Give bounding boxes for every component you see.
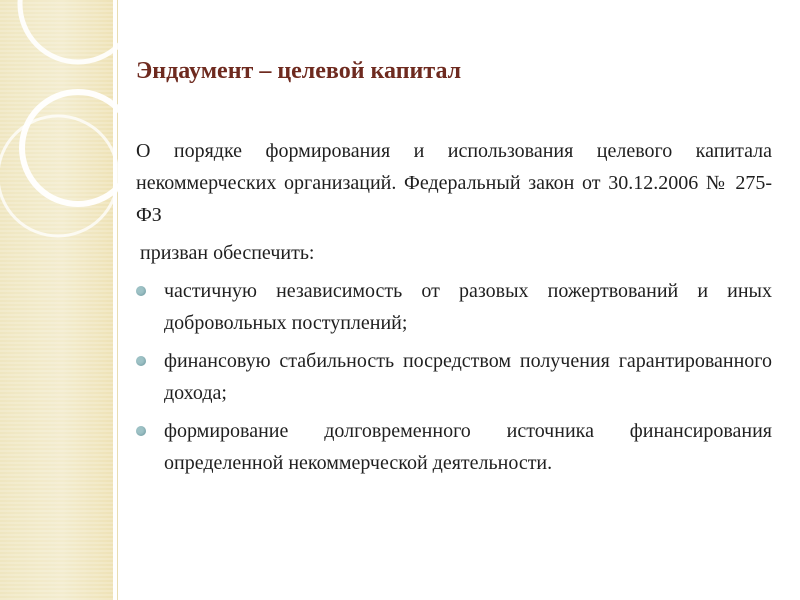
side-band (0, 0, 113, 600)
list-item (136, 415, 772, 479)
list-item (136, 275, 772, 339)
circle-bullet-icon (136, 426, 146, 436)
side-divider-line-inner (117, 0, 118, 600)
list-item (136, 345, 772, 409)
bullet-text: частичную независимость от разовых пожертвований и иных добровольных поступлений; (164, 280, 772, 334)
bullet-text: финансовую стабильность посредством получения гарантированного дохода; (164, 350, 772, 404)
circle-bullet-icon (136, 356, 146, 366)
slide-title: Эндаумент – целевой капитал (136, 58, 462, 84)
lead-paragraph: призван обеспечить: (140, 242, 315, 264)
bullet-text: формирование долговременного источника финансирования определенной некоммерческой деятельности. (164, 420, 772, 474)
slide-content (136, 135, 772, 485)
intro-paragraph: О порядке формирования и использования целевого капитала некоммерческих организаций. Федеральный закон от 30.12.2006 № 275-ФЗ (136, 140, 772, 226)
bullet-list (136, 275, 772, 479)
side-divider-line (113, 0, 115, 600)
circle-bullet-icon (136, 286, 146, 296)
band-texture (0, 0, 113, 600)
